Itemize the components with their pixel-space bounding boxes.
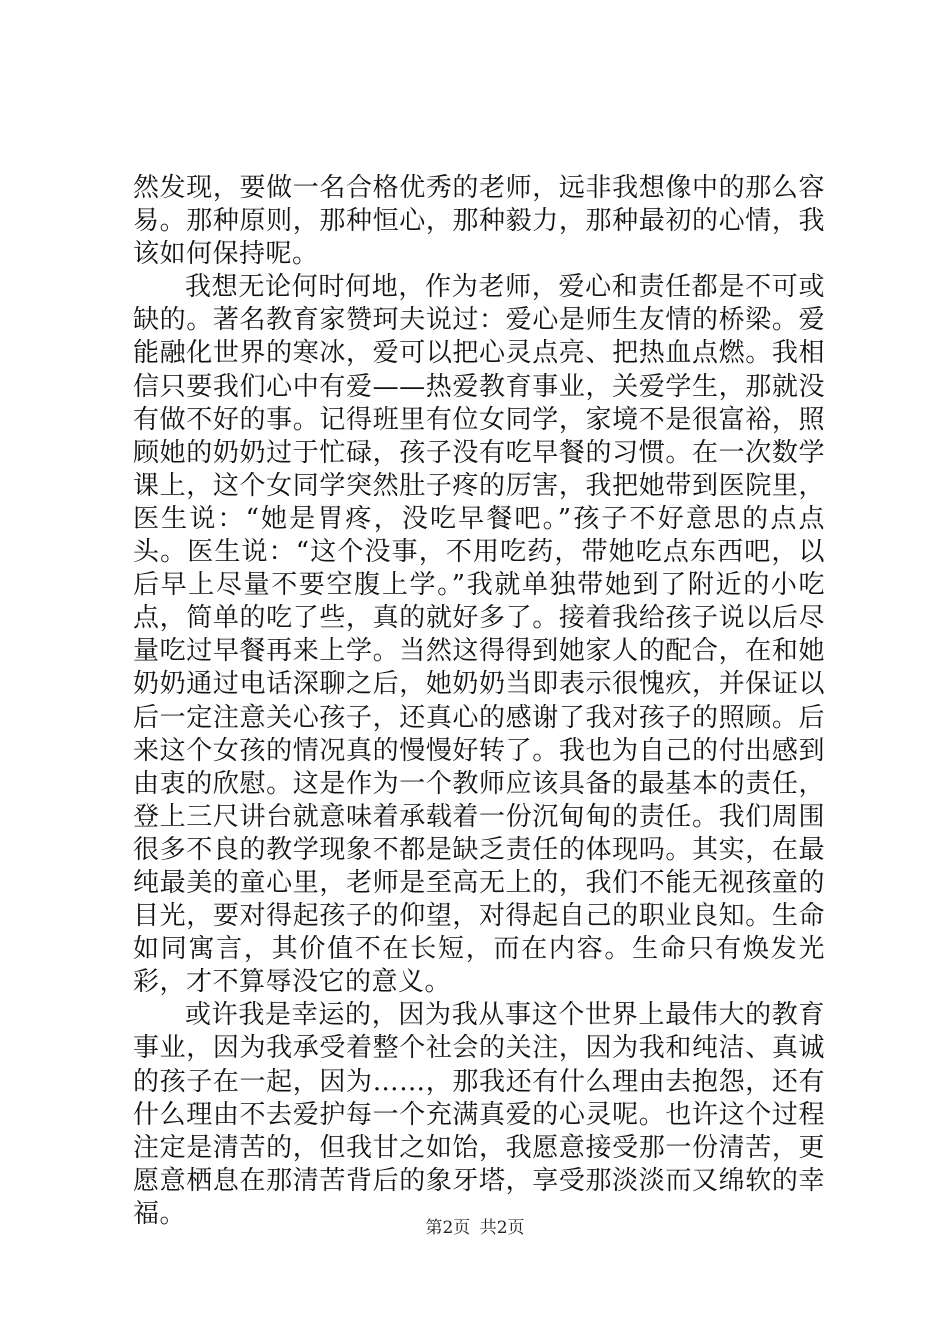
paragraph-fortunate: 或许我是幸运的，因为我从事这个世界上最伟大的教育事业，因为我承受着整个社会的关注，因为我和纯洁、真诚的孩子在一起，因为……，那我还有什么理由去抱怨，还有什么理由不去爱护每一个充满真爱的心灵呢。也许这个过程注定是清苦的，但我甘之如饴，我愿意接受那一份清苦，更愿意栖息在那清苦背后的象牙塔，享受那淡淡而又绵软的幸福。 — [133, 1000, 825, 1229]
document-body — [133, 172, 825, 1231]
page-number-total: 共2页 — [479, 1218, 525, 1238]
paragraph-love-and-responsibility: 我想无论何时何地，作为老师，爱心和责任都是不可或缺的。著名教育家赞珂夫说过：爱心是师生友情的桥梁。爱能融化世界的寒冰，爱可以把心灵点亮、把热血点燃。我相信只要我们心中有爱——热爱教育事业，关爱学生，那就没有做不好的事。记得班里有位女同学，家境不是很富裕，照顾她的奶奶过于忙碌，孩子没有吃早餐的习惯。在一次数学课上，这个女同学突然肚子疼的厉害，我把她带到医院里，医生说：“她是胃疼，没吃早餐吧。”孩子不好意思的点点头。医生说：“这个没事，不用吃药，带她吃点东西吧，以后早上尽量不要空腹上学。”我就单独带她到了附近的小吃点，简单的吃了些，真的就好多了。接着我给孩子说以后尽量吃过早餐再来上学。当然这得得到她家人的配合，在和她奶奶通过电话深聊之后，她奶奶当即表示很愧疚，并保证以后一定注意关心孩子，还真心的感谢了我对孩子的照顾。后来这个女孩的情况真的慢慢好转了。我也为自己的付出感到由衷的欣慰。这是作为一个教师应该具备的最基本的责任，登上三尺讲台就意味着承载着一份沉甸甸的责任。我们周围很多不良的教学现象不都是缺乏责任的体现吗。其实，在最纯最美的童心里，老师是至高无上的，我们不能无视孩童的目光，要对得起孩子的仰望，对得起自己的职业良知。生命如同寓言，其价值不在长短，而在内容。生命只有焕发光彩，才不算辱没它的意义。 — [133, 272, 825, 998]
paragraph-continued: 然发现，要做一名合格优秀的老师，远非我想像中的那么容易。那种原则，那种恒心，那种毅力，那种最初的心情，我该如何保持呢。 — [133, 173, 825, 270]
page-footer — [0, 1217, 950, 1239]
page-number-current: 第2页 — [425, 1218, 471, 1238]
